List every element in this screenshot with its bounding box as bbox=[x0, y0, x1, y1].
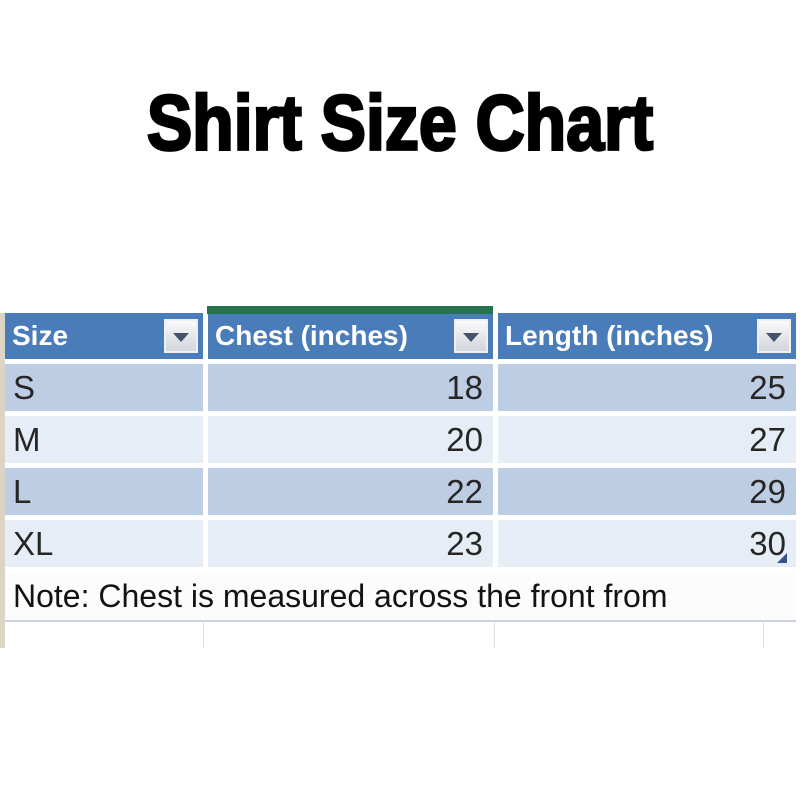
filter-dropdown-button[interactable] bbox=[454, 319, 488, 353]
cell-chest[interactable]: 23 bbox=[208, 520, 493, 567]
size-chart-table bbox=[0, 313, 800, 648]
note-cell[interactable]: Note: Chest is measured across the front from bbox=[5, 572, 796, 622]
chevron-down-icon bbox=[463, 333, 479, 342]
cell-size[interactable]: L bbox=[5, 468, 203, 515]
chevron-down-icon bbox=[173, 333, 189, 342]
filter-dropdown-button[interactable] bbox=[757, 319, 791, 353]
chevron-down-icon bbox=[766, 333, 782, 342]
cell-size[interactable]: XL bbox=[5, 520, 203, 567]
cell-size[interactable]: S bbox=[5, 364, 203, 411]
page-title bbox=[0, 79, 800, 167]
cell-chest[interactable]: 18 bbox=[208, 364, 493, 411]
empty-cell[interactable] bbox=[500, 622, 764, 648]
cell-length[interactable]: 29 bbox=[498, 468, 796, 515]
table-row bbox=[5, 416, 800, 463]
table-row bbox=[5, 520, 800, 567]
cell-length[interactable]: 25 bbox=[498, 364, 796, 411]
table-row bbox=[5, 364, 800, 411]
column-header-label: Size bbox=[12, 320, 69, 351]
header-row bbox=[5, 313, 800, 359]
column-header-length[interactable] bbox=[498, 313, 796, 359]
empty-cell[interactable] bbox=[209, 622, 495, 648]
cell-chest[interactable]: 22 bbox=[208, 468, 493, 515]
cell-length[interactable]: 30 bbox=[498, 520, 796, 567]
column-header-chest[interactable] bbox=[208, 313, 493, 359]
column-header-label: Chest (inches) bbox=[215, 320, 408, 351]
cell-size[interactable]: M bbox=[5, 416, 203, 463]
filter-dropdown-button[interactable] bbox=[164, 319, 198, 353]
empty-gridline-row bbox=[5, 622, 800, 648]
cell-chest[interactable]: 20 bbox=[208, 416, 493, 463]
column-header-label: Length (inches) bbox=[505, 320, 714, 351]
note-row bbox=[5, 572, 800, 622]
column-header-size[interactable] bbox=[5, 313, 203, 359]
table-resize-handle[interactable] bbox=[777, 553, 787, 563]
cell-length[interactable]: 27 bbox=[498, 416, 796, 463]
table-row bbox=[5, 468, 800, 515]
empty-cell[interactable] bbox=[5, 622, 204, 648]
selected-column-indicator bbox=[207, 306, 493, 314]
page-title-text: Shirt Size Chart bbox=[146, 79, 654, 167]
